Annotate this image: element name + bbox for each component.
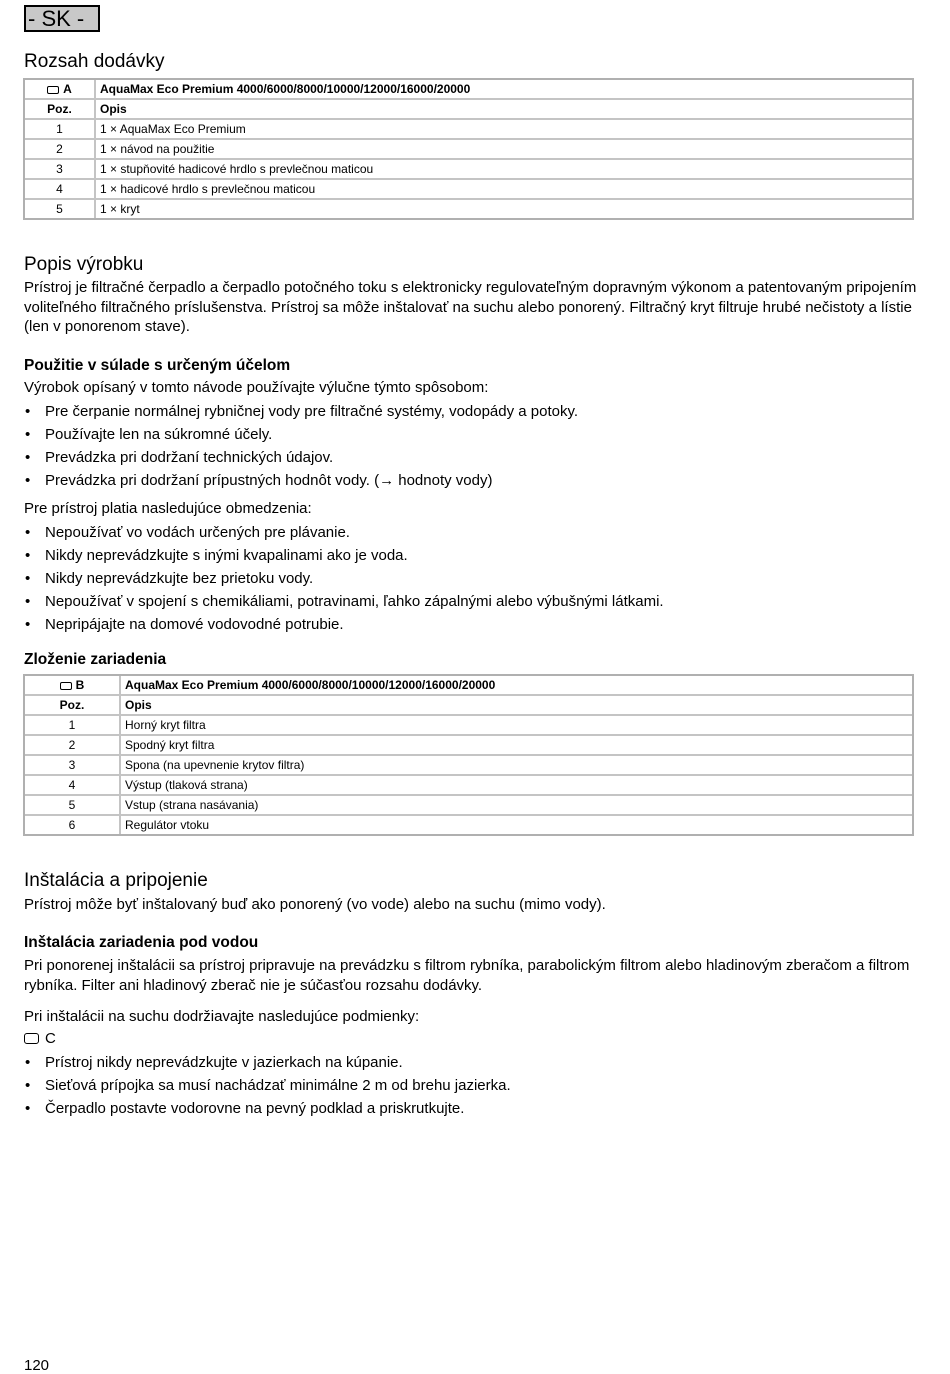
product-desc-heading: Popis výrobku	[24, 254, 144, 275]
desc-cell: 1 × stupňovité hadicové hrdlo s prevlečnou maticou	[96, 160, 912, 180]
figure-icon	[24, 1033, 39, 1044]
pos-cell: 1	[25, 120, 96, 140]
intended-use-list	[24, 402, 578, 494]
desc-cell: 1 × návod na použitie	[96, 140, 912, 160]
pos-cell: 4	[25, 180, 96, 200]
figure-ref-cell	[25, 80, 96, 100]
underwater-text: Pri ponorenej inštalácii sa prístroj pripravuje na prevádzku s filtrom rybníka, parabolickým filtrom alebo hladinovým zberačom a filtrom rybníka. Filter ani hladinový zberač nie je súčasťou rozsahu dodávky.	[24, 957, 910, 994]
list-item: • Pre čerpanie normálnej rybničnej vody pre filtračné systémy, vodopády a potoky.	[24, 402, 578, 425]
scope-heading: Rozsah dodávky	[24, 51, 165, 72]
desc-cell: 1 × kryt	[100, 202, 140, 216]
restrictions-intro: Pre prístroj platia nasledujúce obmedzenia:	[24, 500, 312, 517]
list-item: • Nikdy neprevádzkujte bez prietoku vody.	[24, 569, 664, 592]
dry-install-list	[24, 1053, 511, 1122]
dry-install-intro: Pri inštalácii na suchu dodržiavajte nasledujúce podmienky:	[24, 1008, 420, 1025]
list-item: • Prevádzka pri dodržaní prípustných hodnôt vody. (→ hodnoty vody)	[24, 471, 578, 494]
col-desc-header: Opis	[96, 100, 912, 120]
figure-ref-cell	[25, 676, 121, 696]
desc-cell: Vstup (strana nasávania)	[121, 796, 912, 816]
col-pos-header: Poz.	[25, 696, 121, 716]
figure-label: C	[45, 1030, 56, 1047]
table-row	[25, 816, 912, 834]
underwater-heading: Inštalácia zariadenia pod vodou	[24, 934, 259, 951]
figure-icon	[60, 682, 72, 690]
col-desc-header: Opis	[121, 696, 912, 716]
installation-text: Prístroj môže byť inštalovaný buď ako ponorený (vo vode) alebo na suchu (mimo vody).	[24, 896, 606, 913]
list-item: • Prístroj nikdy neprevádzkujte v jazierkach na kúpanie.	[24, 1053, 511, 1076]
composition-heading: Zloženie zariadenia	[24, 651, 167, 668]
table-row	[25, 776, 912, 796]
table-column-header-row	[25, 100, 912, 120]
scope-table	[23, 78, 914, 220]
pos-cell: 6	[25, 816, 121, 834]
table-row	[25, 120, 912, 140]
col-pos-header: Poz.	[25, 100, 96, 120]
list-item: • Používajte len na súkromné účely.	[24, 425, 578, 448]
list-item: • Nepoužívať vo vodách určených pre plávanie.	[24, 523, 664, 546]
desc-cell: Horný kryt filtra	[121, 716, 912, 736]
table-column-header-row	[25, 696, 912, 716]
table-header-row	[25, 676, 912, 696]
list-item: • Sieťová prípojka sa musí nachádzať minimálne 2 m od brehu jazierka.	[24, 1076, 511, 1099]
pos-cell: 4	[25, 776, 121, 796]
pos-cell: 3	[25, 160, 96, 180]
figure-label: B	[75, 678, 85, 692]
language-tag: - SK -	[24, 5, 100, 32]
product-desc-text: Prístroj je filtračné čerpadlo a čerpadlo potočného toku s elektronicky regulovateľným dopravným výkonom a patentovaným pripojením voliteľného filtračného príslušenstva. Prístroj sa môže inštalovať na suchu alebo ponorený. Filtračný kryt filtruje hrubé nečistoty a lístie (len v ponorenom stave).	[24, 279, 917, 335]
desc-cell: Regulátor vtoku	[125, 818, 210, 832]
pos-cell: 5	[25, 796, 121, 816]
table-row	[25, 180, 912, 200]
pos-cell: 3	[25, 756, 121, 776]
figure-label: A	[63, 82, 72, 96]
list-item: • Prevádzka pri dodržaní technických údajov.	[24, 448, 578, 471]
pos-cell: 2	[25, 140, 96, 160]
table-row	[25, 796, 912, 816]
installation-heading: Inštalácia a pripojenie	[24, 870, 208, 891]
desc-cell: Výstup (tlaková strana)	[121, 776, 912, 796]
desc-cell: Spodný kryt filtra	[121, 736, 912, 756]
table-row	[25, 200, 912, 218]
intended-use-heading: Použitie v súlade s určeným účelom	[24, 357, 291, 374]
pos-cell: 1	[25, 716, 121, 736]
list-item: • Čerpadlo postavte vodorovne na pevný podklad a priskrutkujte.	[24, 1099, 511, 1122]
composition-table	[23, 674, 914, 836]
table-row	[25, 160, 912, 180]
product-name-cell: AquaMax Eco Premium 4000/6000/8000/10000/12000/16000/20000	[121, 676, 912, 696]
table-row	[25, 736, 912, 756]
intended-use-intro: Výrobok opísaný v tomto návode používajte výlučne týmto spôsobom:	[24, 379, 489, 396]
restrictions-list	[24, 523, 664, 638]
table-header-row	[25, 80, 912, 100]
product-name-cell: AquaMax Eco Premium 4000/6000/8000/10000/12000/16000/20000	[96, 80, 912, 100]
desc-cell: 1 × AquaMax Eco Premium	[96, 120, 912, 140]
table-row	[25, 140, 912, 160]
figure-c-ref	[24, 1030, 56, 1047]
table-row	[25, 716, 912, 736]
desc-cell: 1 × hadicové hrdlo s prevlečnou maticou	[96, 180, 912, 200]
desc-cell: Spona (na upevnenie krytov filtra)	[121, 756, 912, 776]
pos-cell: 5	[25, 200, 96, 218]
table-row	[25, 756, 912, 776]
figure-icon	[47, 86, 59, 94]
list-item: • Nikdy neprevádzkujte s inými kvapalinami ako je voda.	[24, 546, 664, 569]
list-item: • Nepoužívať v spojení s chemikáliami, potravinami, ľahko zápalnými alebo výbušnými látkami.	[24, 592, 664, 615]
pos-cell: 2	[25, 736, 121, 756]
list-item: • Nepripájajte na domové vodovodné potrubie.	[24, 615, 664, 638]
page-number: 120	[24, 1357, 50, 1374]
